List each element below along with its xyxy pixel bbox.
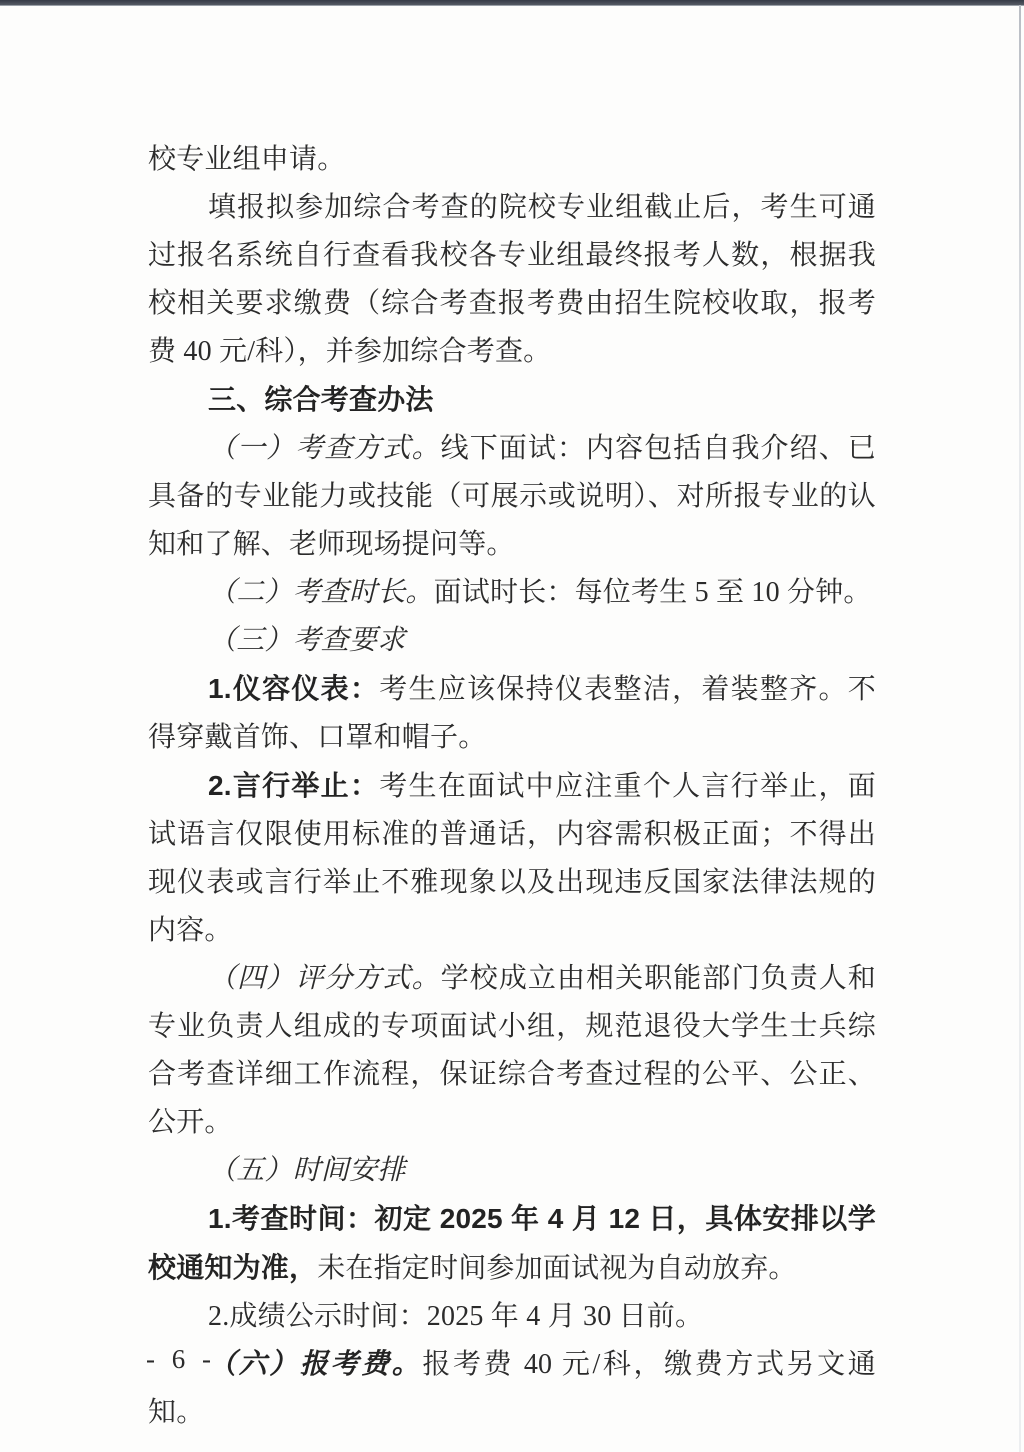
paragraph	[148, 1195, 876, 1293]
text-segment: 面试时长：每位考生 5 至 10 分钟。	[433, 577, 872, 608]
text-segment: （五）时间安排	[208, 1155, 406, 1186]
text-segment: 报考费 40 元/科，缴费方式另文通知。	[148, 1349, 876, 1428]
text-segment: 考生应该保持仪表整洁，着装整齐。不得穿戴首饰、口罩和帽子。	[148, 674, 876, 753]
document-body	[148, 136, 876, 1437]
scan-edge-top	[0, 0, 1024, 6]
paragraph	[148, 1293, 876, 1341]
text-segment: 考生在面试中应注重个人言行举止，面试语言仅限使用标准的普通话，内容需积极正面；不得出现仪表或言行举止不雅现象以及出现违反国家法律法规的内容。	[148, 771, 876, 946]
text-segment: 线下面试：内容包括自我介绍、已具备的专业能力或技能（可展示或说明）、对所报专业的认知和了解、老师现场提问等。	[148, 433, 876, 560]
text-segment: （六）报考费。	[208, 1349, 423, 1380]
paragraph	[148, 617, 876, 665]
text-segment: 2.言行举止：	[208, 770, 380, 801]
text-segment: 1.考查时间：初定 2025 年 4 月 12 日，具体安排以学校通知为准，	[148, 1203, 876, 1283]
text-segment: 2.成绩公示时间：2025 年 4 月 30 日前。	[208, 1301, 704, 1332]
text-segment: 1.仪容仪表：	[208, 673, 380, 704]
text-segment: 学校成立由相关职能部门负责人和专业负责人组成的专项面试小组，规范退役大学生士兵综合考查详细工作流程，保证综合考查过程的公平、公正、公开。	[148, 963, 876, 1138]
text-segment: （一）考查方式。	[208, 433, 441, 464]
text-segment: 三、综合考查办法	[208, 384, 434, 415]
paragraph	[148, 665, 876, 762]
paragraph	[148, 955, 876, 1147]
text-segment: （二）考查时长。	[208, 577, 434, 608]
paragraph	[148, 184, 876, 376]
paragraph	[148, 1147, 876, 1195]
text-segment: （四）评分方式。	[208, 963, 441, 994]
paragraph	[148, 1341, 876, 1437]
text-segment: 填报拟参加综合考查的院校专业组截止后，考生可通过报名系统自行查看我校各专业组最终报考人数，根据我校相关要求缴费（综合考查报考费由招生院校收取，报考费 40 元/科），并参加综合考查。	[148, 192, 876, 367]
page-number: - 6 -	[146, 1344, 216, 1374]
paragraph	[148, 136, 876, 184]
paragraph	[148, 569, 876, 617]
text-segment: （三）考查要求	[208, 625, 406, 656]
text-segment: 校专业组申请。	[148, 144, 346, 175]
paragraph	[148, 425, 876, 569]
paragraph	[148, 376, 876, 425]
paragraph	[148, 762, 876, 955]
scan-edge-right	[1019, 5, 1021, 1452]
text-segment: 未在指定时间参加面试视为自动放弃。	[317, 1253, 797, 1284]
